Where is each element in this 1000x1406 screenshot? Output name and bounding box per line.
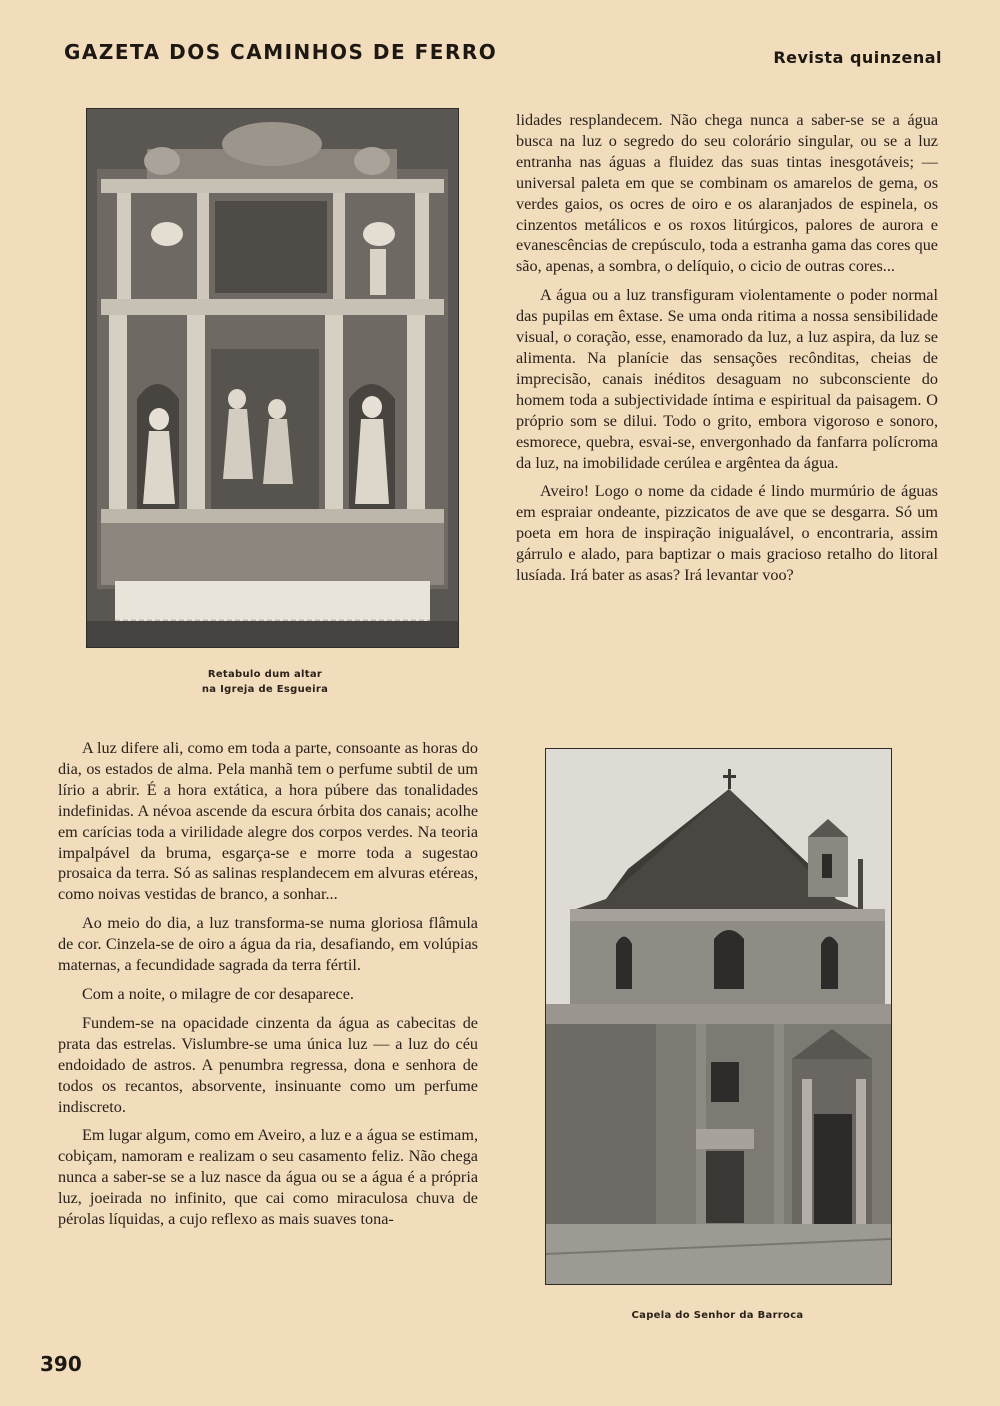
- magazine-title: GAZETA DOS CAMINHOS DE FERRO: [64, 40, 498, 64]
- left-column-text: [58, 738, 478, 1230]
- magazine-subtitle: Revista quinzenal: [773, 48, 942, 67]
- paragraph: Em lugar algum, como em Aveiro, a luz e a água se estimam, cobiçam, namoram e realizam o seu casamento feliz. Não chega nunca a saber-se se a luz nasce da água ou se a água é a própria luz, joeirada no infinito, que cai como miraculosa chuva de pérolas líquidas, a cujo reflexo as mais suaves tona-: [58, 1126, 478, 1229]
- paragraph: Ao meio do dia, a luz transforma-se numa gloriosa flâmula de cor. Cinzela-se de oiro a água da ria, desafiando, em volúpias maternas, a fecundidade sagrada da terra fértil.: [58, 914, 478, 975]
- chapel-photo: [545, 748, 892, 1285]
- paragraph: Fundem-se na opacidade cinzenta da água as cabecitas de prata das estrelas. Vislumbre-se uma única luz — a luz do céu endoidado de astros. A penumbra regressa, dona e senhora de todos os recantos, absorvente, insinuante como um perfume indiscreto.: [58, 1013, 478, 1116]
- paragraph: A água ou a luz transfiguram violentamente o poder normal das pupilas em êxtase. Se uma onda ritima a nossa sensibilidade visual, o coração, esse, enamorado da luz, a luz aspira, da luz se alimenta. Na planície das sensações recônditas, cheias de imprecisão, canais inéditos desaguam no subconsciente do homem toda a subjectividade íntima e espiritual da paisagem. O próprio som se dilui. Todo o grito, embora vigoroso e sonoro, esmorece, quebra, esvai-se, envergonhado da fanfarra polícroma da luz, na imobilidade cerúlea e argêntea da água.: [516, 286, 938, 472]
- page-number: 390: [40, 1352, 82, 1376]
- altar-caption-line2: na Igreja de Esgueira: [201, 684, 329, 695]
- chapel-caption: Capela do Senhor da Barroca: [631, 1310, 804, 1321]
- paragraph: A luz difere ali, como em toda a parte, consoante as horas do dia, os estados de alma. Pela manhã tem o perfume subtil de um lírio a abrir. É a hora extática, a hora púbere das tonalidades indefinidas. A névoa ascende da escura órbita dos canais; acolhe em carícias toda a virilidade alegre dos corpos verdes. Na teoria impalpável da bruma, esgarça-se e morre toda a sugestao prosaica da terra. Só as salinas resplandecem em alvuras etéreas, como noivas vestidas de branco, a sonhar...: [58, 739, 478, 904]
- paragraph: lidades resplandecem. Não chega nunca a saber-se se a água busca na luz o segredo do seu colorário singular, ou se a luz entranha nas águas a fluidez das suas tintas inesgotáveis; — universal paleta em que se combinam os amarelos de gema, os verdes gaios, os ocres de oiro e os alaranjados de espinela, os cinzentos metálicos e os roxos litúrgicos, palores de aurora e evanescências de crepúsculo, toda a estranha gama das cores que são, apenas, a sombra, o delíquio, o cicio de outras cores...: [516, 111, 938, 276]
- altar-caption-line1: Retabulo dum altar: [207, 669, 323, 680]
- altar-illustration: [87, 109, 458, 647]
- paragraph: Aveiro! Logo o nome da cidade é lindo murmúrio de águas em espraiar ondeante, pizzicatos de ave que se desgarra. Só um poeta em hora de inspiração inigualável, o encontraria, assim gárrulo e alado, para baptizar o mais gracioso retalho do litoral lusíada. Irá bater as asas? Irá levantar voo?: [516, 482, 938, 585]
- paragraph: Com a noite, o milagre de cor desaparece.: [82, 984, 354, 1003]
- altar-caption: [180, 667, 350, 697]
- right-column-text: [516, 110, 938, 586]
- altar-photo: [86, 108, 459, 648]
- chapel-illustration: [546, 749, 891, 1284]
